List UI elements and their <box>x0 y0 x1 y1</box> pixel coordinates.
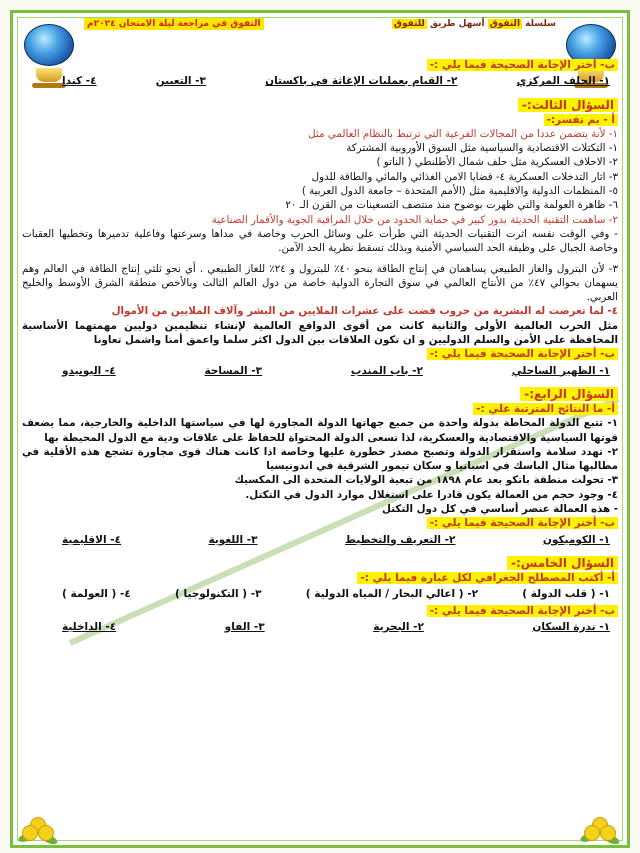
choice-item: ٤- اليونيدو <box>62 364 116 377</box>
choice-item: ١- الكوميكون <box>542 533 610 546</box>
q3-b-choices <box>22 362 618 380</box>
worksheet-content <box>22 58 618 636</box>
q4-p1: ١- تتبع الدولة المحاطة بدولة واحدة من جميع جهاتها الدولة المجاورة لها في سياستها الداخلية والخارجية، مما يضعف قوتها السياسية والاقتصادية والعسكرية، لذا تسعى الدولة المحتواة للحفاظ على علاقات ودية مع الدول المحيطة بها <box>22 417 618 444</box>
review-label: التفوق في مراجعة ليلة الامتحان ٢٠٢٤م <box>84 18 264 30</box>
q3-b-heading: ب- أختر الإجابة الصحيحة فيما يلي :- <box>22 347 618 361</box>
q3-s1-item: ٦- ظاهرة العولمة والتي ظهرت بوضوح منذ منتصف التسعينات من القرن الـ ٢٠ <box>285 199 618 212</box>
q5-title: السؤال الخامس:- <box>22 555 618 571</box>
q2-b-heading: ب- أختر الإجابة الصحيحة فيما يلي :- <box>22 58 618 72</box>
flower-decoration-left <box>18 811 60 847</box>
series-brand: التفوق <box>489 19 521 29</box>
q4-title: السؤال الرابع:- <box>22 386 618 402</box>
choice-item: ٤- الاقليمية <box>62 533 122 546</box>
term-item: ١- ( قلب الدولة ) <box>522 588 610 601</box>
q3-s1-item: ٣- اثار التدخلات العسكرية ٤- قضايا الامن الغذائي والمائي والطاقة للدول <box>311 170 618 183</box>
series-rest: أسهل طريق <box>429 19 485 29</box>
q4-p5: - هذه العمالة عنصر أساسي في كل دول التكتل <box>382 503 618 516</box>
series-prefix: سلسلة <box>525 19 556 29</box>
page-header <box>84 18 556 30</box>
term-item: ٣- ( التكنولوجيا ) <box>175 588 262 601</box>
q3-s1-item: ١- التكتلات الاقتصادية والسياسية مثل السوق الأوروبية المشتركة <box>346 142 618 155</box>
choice-item: ٢- القيام بعمليات الإغاثة في باكستان <box>265 75 458 88</box>
q2-b-choices <box>22 72 618 90</box>
choice-item: ٤- الداخلية <box>62 620 117 633</box>
series-brand-2: للتفوق <box>393 19 425 29</box>
q3-title: السؤال الثالث:- <box>22 97 618 113</box>
term-item: ٤- ( العولمة ) <box>62 588 131 601</box>
choice-item: ٢- البحرية <box>373 620 424 633</box>
q3-a-heading: أ - بم تفسر:- <box>22 113 618 127</box>
q4-p4: ٤- وجود حجم من العمالة يكون قادرا على استغلال موارد الدول في التكتل. <box>245 488 618 501</box>
q3-s2-body: - وفي الوقت نفسه اثرت التقنيات الحديثة التي طرأت على وسائل الحرب وخاصة في مداها وسرعتها وفاعلية تدميرها وتخطيها العقبات وخاصة الجبال على وظيفة الحد السياسي الأمنية وبذلك تسقط نظرية الحد الآمن. <box>22 227 618 255</box>
q3-s1-item: ٢- الاحلاف العسكرية مثل حلف شمال الأطلنطي ( الناتو ) <box>376 156 618 169</box>
choice-item: ٢- التعريف والتخطيط <box>344 533 456 546</box>
q3-s3-body: ٣- لأن البترول والغاز الطبيعي يساهمان في إنتاج الطاقة بنحو ٤٠٪ للبترول و ٢٤٪ للغاز الطبيعي . أي نحو ثلثي إنتاج الطاقة في العالم وهم يسهمان بحوالي ٤٧٪ من الأنتاج العالمي في سوق التجارة الدولية خاصة من دول العالم الثالث وبالأخص منطقة الشرق الأوسط والخليج العربي. <box>22 262 619 304</box>
q3-s1-title: ١- لأنة يتضمن عددا من المجالات الفرعية التي ترتبط بالنظام العالمي مثل <box>308 127 618 140</box>
flower-decoration-right <box>580 811 622 847</box>
choice-item: ١- الظهير الساحلي <box>511 364 610 377</box>
q4-b-heading: ب- أختر الإجابة الصحيحة فيما يلي :- <box>22 516 618 530</box>
q5-a-terms <box>22 585 618 603</box>
q4-p3: ٣- تحولت منطقة باتكو بعد عام ١٨٩٨ من تبعية الولايات المتحدة الى المكسيك <box>234 474 618 487</box>
choice-item: ٤- كندا <box>62 75 97 88</box>
q4-p2: ٢- تهدد سلامة واستقرار الدولة وتصبح مصدر خطورة عليها وخاصة اذا كانت هناك قوى مجاورة تشجع هذه الأقلية في مطالبها مثال الباسك في اسبانيا و سكان تيمور الشرقية في اندونيسيا <box>22 445 618 473</box>
choice-item: ٢- باب المندب <box>350 364 423 377</box>
q5-a-heading: أ- أكتب المصطلح الجغرافي لكل عبارة فيما يلي :- <box>22 571 618 585</box>
q3-s4-body: مثل الحرب العالمية الأولى والثانية كانت من أقوى الدوافع العالمية لإنشاء تنظيمين دوليين مهمتهما الأساسية المحافظة على الأمن والسلم الدوليين و ان تكون العلاقات بين الدول اكثر سلما واعمق أمنا واشمل تعاونا <box>22 319 618 347</box>
q3-s2-title: ٢- ساهمت التقنية الحديثة بدور كبير في حماية الحدود من خلال المراقبة الجوية والأقمار الصناعية <box>211 213 618 226</box>
choice-item: ٣- المساحة <box>204 364 263 377</box>
term-item: ٢- ( اعالي البحار / المياه الدولية ) <box>305 588 478 601</box>
choice-item: ٣- الفاو <box>224 620 265 633</box>
q5-b-choices <box>22 618 618 636</box>
choice-item: ١- الحلف المركزي <box>516 75 610 88</box>
q3-s4-title: ٤- لما تعرضت له البشرية من حروب قضت على عشرات الملايين من البشر وآلاف الملايين من الأموال <box>111 305 618 318</box>
q4-a-heading: أ- ما النتائج المترتبة علي :- <box>22 402 618 416</box>
q4-b-choices <box>22 531 618 549</box>
q5-b-heading: ب- أختر الإجابة الصحيحة فيما يلي :- <box>22 604 618 618</box>
choice-item: ١- ندرة السكان <box>532 620 610 633</box>
choice-item: ٣- اللغوية <box>208 533 258 546</box>
series-title <box>392 19 556 29</box>
choice-item: ٣- التعيين <box>155 75 206 88</box>
q3-s1-item: ٥- المنظمات الدولية والاقليمية مثل (الأمم المتحدة – جامعة الدول العربية ) <box>301 185 618 198</box>
